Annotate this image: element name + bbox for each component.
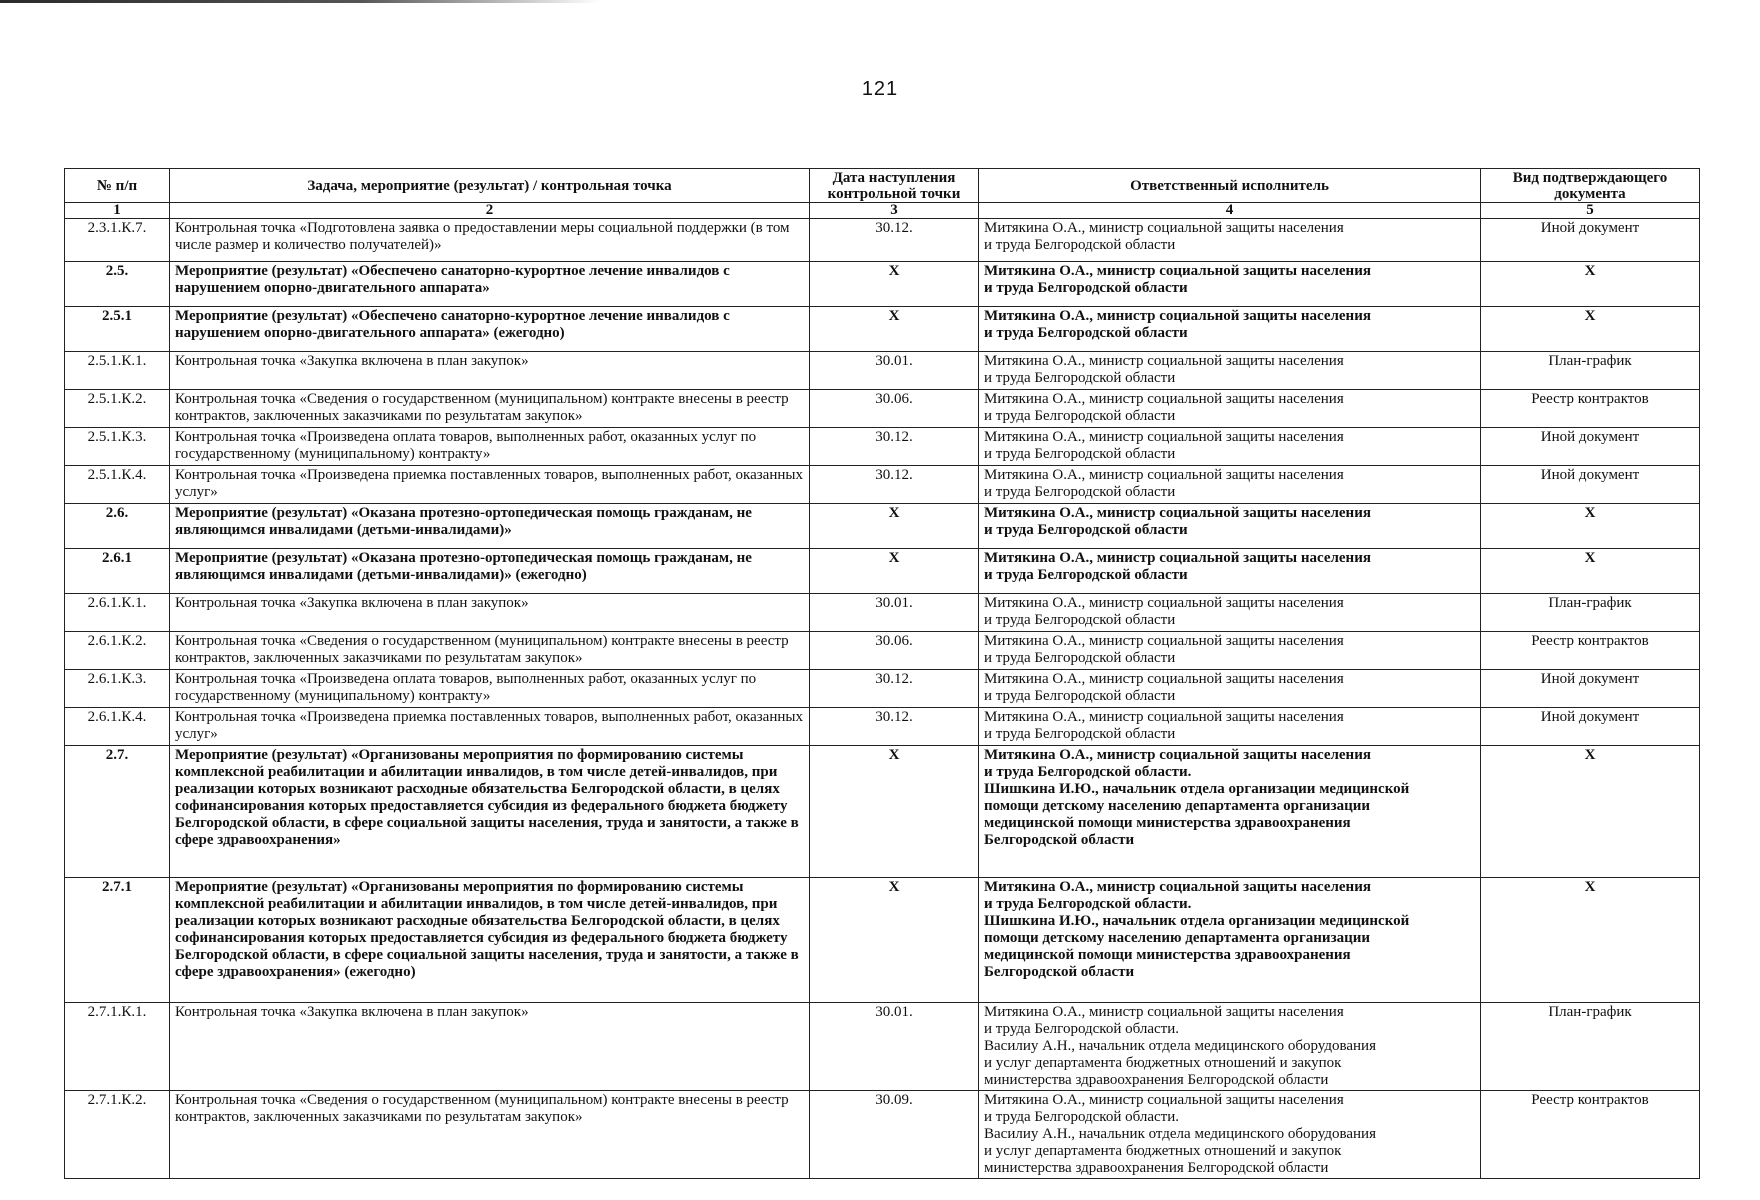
row-date: 30.09.	[810, 1091, 979, 1179]
row-responsible: Митякина О.А., министр социальной защиты населения и труда Белгородской области	[979, 632, 1481, 670]
row-task: Контрольная точка «Сведения о государственном (муниципальном) контракте внесены в реестр контрактов, заключенных заказчиками по результатам закупок»	[170, 1091, 810, 1179]
table-row	[65, 352, 1700, 390]
header-task: Задача, мероприятие (результат) / контрольная точка	[170, 169, 810, 203]
row-responsible: Митякина О.А., министр социальной защиты населения и труда Белгородской области	[979, 262, 1481, 307]
row-date: 30.12.	[810, 219, 979, 262]
row-document: X	[1481, 549, 1700, 594]
row-task: Мероприятие (результат) «Оказана протезно-ортопедическая помощь гражданам, не являющимся инвалидами (детьми-инвалидами)» (ежегодно)	[170, 549, 810, 594]
row-task: Мероприятие (результат) «Обеспечено санаторно-курортное лечение инвалидов с нарушением опорно-двигательного аппарата»	[170, 262, 810, 307]
table-row	[65, 708, 1700, 746]
table-row	[65, 428, 1700, 466]
row-number: 2.7.	[65, 746, 170, 878]
row-document: Иной документ	[1481, 466, 1700, 504]
row-document: X	[1481, 307, 1700, 352]
row-responsible: Митякина О.А., министр социальной защиты населения и труда Белгородской области	[979, 352, 1481, 390]
table-row	[65, 878, 1700, 1003]
row-document: X	[1481, 746, 1700, 878]
row-responsible: Митякина О.А., министр социальной защиты населения и труда Белгородской области	[979, 307, 1481, 352]
row-number: 2.6.1.К.4.	[65, 708, 170, 746]
row-document: Реестр контрактов	[1481, 390, 1700, 428]
row-number: 2.5.1.К.1.	[65, 352, 170, 390]
column-number: 4	[979, 203, 1481, 219]
row-number: 2.3.1.К.7.	[65, 219, 170, 262]
row-date: X	[810, 307, 979, 352]
row-responsible: Митякина О.А., министр социальной защиты населения и труда Белгородской области	[979, 670, 1481, 708]
row-number: 2.7.1	[65, 878, 170, 1003]
row-task: Контрольная точка «Произведена оплата товаров, выполненных работ, оказанных услуг по государственному (муниципальному) контракту»	[170, 428, 810, 466]
row-number: 2.6.1.К.3.	[65, 670, 170, 708]
row-date: 30.12.	[810, 708, 979, 746]
table-row	[65, 466, 1700, 504]
row-date: 30.12.	[810, 466, 979, 504]
row-responsible: Митякина О.А., министр социальной защиты населения и труда Белгородской области	[979, 504, 1481, 549]
column-number: 2	[170, 203, 810, 219]
table-row	[65, 504, 1700, 549]
row-number: 2.6.	[65, 504, 170, 549]
row-responsible: Митякина О.А., министр социальной защиты населения и труда Белгородской области. Шишкина И.Ю., начальник отдела организации медицинской помощи детскому населению департамента организации медицинской помощи министерства здравоохранения Белгородской области	[979, 878, 1481, 1003]
table-row	[65, 262, 1700, 307]
row-date: 30.01.	[810, 352, 979, 390]
row-document: План-график	[1481, 594, 1700, 632]
table-row	[65, 307, 1700, 352]
column-number-row	[65, 203, 1700, 219]
row-document: Иной документ	[1481, 708, 1700, 746]
row-responsible: Митякина О.А., министр социальной защиты населения и труда Белгородской области	[979, 428, 1481, 466]
column-number: 5	[1481, 203, 1700, 219]
row-responsible: Митякина О.А., министр социальной защиты населения и труда Белгородской области. Василиу А.Н., начальник отдела медицинского оборудования и услуг департамента бюджетных отношений и закупок министерства здравоохранения Белгородской области	[979, 1091, 1481, 1179]
row-task: Контрольная точка «Произведена оплата товаров, выполненных работ, оказанных услуг по государственному (муниципальному) контракту»	[170, 670, 810, 708]
row-number: 2.5.1.К.2.	[65, 390, 170, 428]
row-number: 2.5.1.К.4.	[65, 466, 170, 504]
row-date: X	[810, 504, 979, 549]
row-date: X	[810, 549, 979, 594]
table-row	[65, 746, 1700, 878]
row-number: 2.7.1.К.1.	[65, 1003, 170, 1091]
row-responsible: Митякина О.А., министр социальной защиты населения и труда Белгородской области	[979, 708, 1481, 746]
table-row	[65, 1091, 1700, 1179]
table-row	[65, 670, 1700, 708]
row-task: Контрольная точка «Закупка включена в план закупок»	[170, 594, 810, 632]
header-document: Вид подтверждающего документа	[1481, 169, 1700, 203]
table-row	[65, 390, 1700, 428]
header-responsible: Ответственный исполнитель	[979, 169, 1481, 203]
table-row	[65, 549, 1700, 594]
table-row	[65, 1003, 1700, 1091]
row-task: Контрольная точка «Сведения о государственном (муниципальном) контракте внесены в реестр контрактов, заключенных заказчиками по результатам закупок»	[170, 632, 810, 670]
row-date: 30.12.	[810, 428, 979, 466]
row-task: Контрольная точка «Произведена приемка поставленных товаров, выполненных работ, оказанных услуг»	[170, 708, 810, 746]
plan-table	[64, 168, 1700, 1179]
table-row	[65, 594, 1700, 632]
row-number: 2.7.1.К.2.	[65, 1091, 170, 1179]
row-task: Контрольная точка «Произведена приемка поставленных товаров, выполненных работ, оказанных услуг»	[170, 466, 810, 504]
row-responsible: Митякина О.А., министр социальной защиты населения и труда Белгородской области	[979, 390, 1481, 428]
row-task: Мероприятие (результат) «Организованы мероприятия по формированию системы комплексной реабилитации и абилитации инвалидов, в том числе детей-инвалидов, при реализации которых возникают расходные обязательства Белгородской области, в целях софинансирования которых предоставляется субсидия из федерального бюджета бюджету Белгородской области, в сфере социальной защиты населения, труда и занятости, а также в сфере здравоохранения» (ежегодно)	[170, 878, 810, 1003]
row-date: 30.06.	[810, 390, 979, 428]
row-date: 30.01.	[810, 1003, 979, 1091]
row-document: Реестр контрактов	[1481, 632, 1700, 670]
row-document: X	[1481, 504, 1700, 549]
row-task: Мероприятие (результат) «Обеспечено санаторно-курортное лечение инвалидов с нарушением опорно-двигательного аппарата» (ежегодно)	[170, 307, 810, 352]
row-task: Мероприятие (результат) «Организованы мероприятия по формированию системы комплексной реабилитации и абилитации инвалидов, в том числе детей-инвалидов, при реализации которых возникают расходные обязательства Белгородской области, в целях софинансирования которых предоставляется субсидия из федерального бюджета бюджету Белгородской области, в сфере социальной защиты населения, труда и занятости, а также в сфере здравоохранения»	[170, 746, 810, 878]
row-number: 2.5.1	[65, 307, 170, 352]
row-number: 2.6.1	[65, 549, 170, 594]
row-date: X	[810, 746, 979, 878]
row-task: Контрольная точка «Закупка включена в план закупок»	[170, 1003, 810, 1091]
row-responsible: Митякина О.А., министр социальной защиты населения и труда Белгородской области	[979, 594, 1481, 632]
table-row	[65, 219, 1700, 262]
column-number: 3	[810, 203, 979, 219]
row-responsible: Митякина О.А., министр социальной защиты населения и труда Белгородской области. Василиу А.Н., начальник отдела медицинского оборудования и услуг департамента бюджетных отношений и закупок министерства здравоохранения Белгородской области	[979, 1003, 1481, 1091]
row-responsible: Митякина О.А., министр социальной защиты населения и труда Белгородской области	[979, 549, 1481, 594]
row-number: 2.6.1.К.1.	[65, 594, 170, 632]
row-document: X	[1481, 262, 1700, 307]
row-task: Контрольная точка «Закупка включена в план закупок»	[170, 352, 810, 390]
page-number: 121	[861, 78, 899, 100]
header-num: № п/п	[65, 169, 170, 203]
row-document: Реестр контрактов	[1481, 1091, 1700, 1179]
row-number: 2.6.1.К.2.	[65, 632, 170, 670]
scan-edge	[0, 0, 600, 3]
row-responsible: Митякина О.А., министр социальной защиты населения и труда Белгородской области. Шишкина И.Ю., начальник отдела организации медицинской помощи детскому населению департамента организации медицинской помощи министерства здравоохранения Белгородской области	[979, 746, 1481, 878]
row-document: X	[1481, 878, 1700, 1003]
row-responsible: Митякина О.А., министр социальной защиты населения и труда Белгородской области	[979, 466, 1481, 504]
row-task: Контрольная точка «Сведения о государственном (муниципальном) контракте внесены в реестр контрактов, заключенных заказчиками по результатам закупок»	[170, 390, 810, 428]
row-responsible: Митякина О.А., министр социальной защиты населения и труда Белгородской области	[979, 219, 1481, 262]
row-date: X	[810, 878, 979, 1003]
row-document: Иной документ	[1481, 219, 1700, 262]
header-row	[65, 169, 1700, 203]
column-number: 1	[65, 203, 170, 219]
row-number: 2.5.	[65, 262, 170, 307]
row-number: 2.5.1.К.3.	[65, 428, 170, 466]
header-date: Дата наступления контрольной точки	[810, 169, 979, 203]
table-row	[65, 632, 1700, 670]
row-date: 30.06.	[810, 632, 979, 670]
row-task: Контрольная точка «Подготовлена заявка о предоставлении меры социальной поддержки (в том числе размер и количество получателей)»	[170, 219, 810, 262]
row-date: X	[810, 262, 979, 307]
row-date: 30.12.	[810, 670, 979, 708]
row-document: Иной документ	[1481, 670, 1700, 708]
row-document: План-график	[1481, 352, 1700, 390]
row-document: Иной документ	[1481, 428, 1700, 466]
row-document: План-график	[1481, 1003, 1700, 1091]
row-task: Мероприятие (результат) «Оказана протезно-ортопедическая помощь гражданам, не являющимся инвалидами (детьми-инвалидами)»	[170, 504, 810, 549]
row-date: 30.01.	[810, 594, 979, 632]
